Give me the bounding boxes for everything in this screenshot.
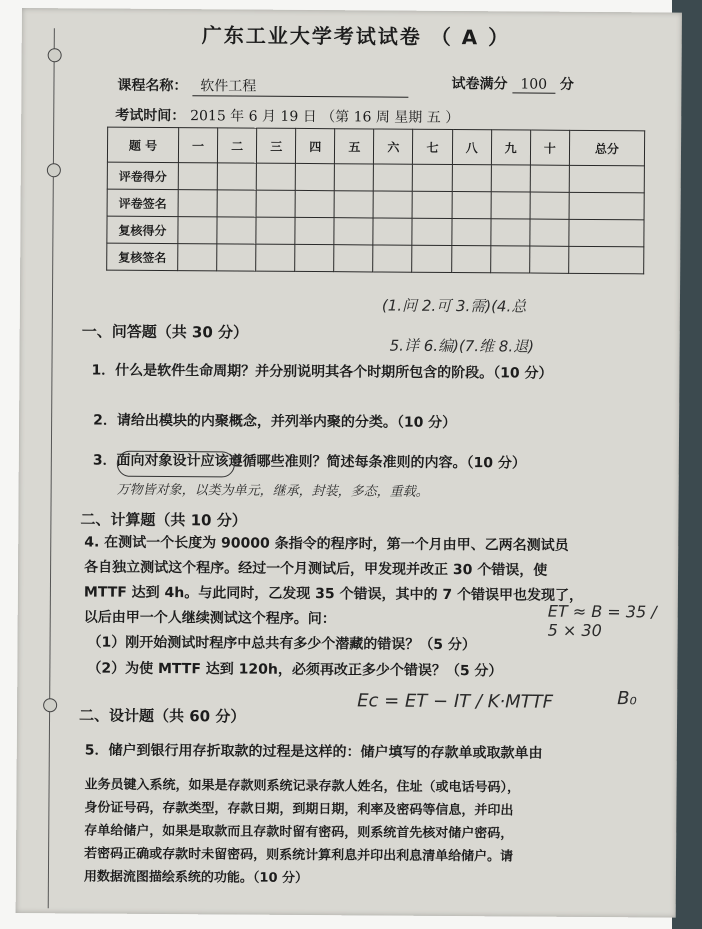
- handwritten-q3-note: 万物皆对象，以类为单元，继承，封装，多态，重载。: [116, 482, 429, 500]
- binding-hole: [43, 698, 57, 712]
- question-5-line: 用数据流图描绘系统的功能。（10 分）: [83, 869, 309, 887]
- exam-time-value: 2015 年 6 月 19 日 （第 16 周 星期 五 ）: [190, 108, 460, 127]
- full-score-label: 试卷满分: [451, 76, 508, 93]
- exam-time-row: [115, 105, 459, 127]
- handwritten-phase-list-1: (1.问 2.可 3.需)(4.总: [381, 296, 527, 316]
- question-4-line: 以后由甲一个人继续测试这个程序。问：: [83, 609, 336, 628]
- exam-paper: [16, 8, 682, 918]
- handwritten-circle: [117, 451, 235, 478]
- section-1-title: 一、问答题（共 30 分）: [81, 322, 249, 342]
- table-header-cell: 九: [491, 130, 530, 165]
- handwritten-b0: B₀: [617, 688, 637, 710]
- table-row-label: 评卷得分: [107, 162, 178, 189]
- section-2-title: 二、计算题（共 10 分）: [80, 510, 247, 530]
- question-3: 3．面向对象设计应该遵循哪些准则？简述每条准则的内容。（10 分）: [92, 452, 526, 472]
- score-table-header: [107, 127, 644, 166]
- question-2: 2．请给出模块的内聚概念，并列举内聚的分类。（10 分）: [93, 412, 457, 432]
- handwritten-side-formula: ET ≈ B = 35 / 5 × 30: [547, 601, 657, 641]
- exam-title: 广东工业大学考试试卷 （ A ）: [201, 23, 511, 50]
- exam-time-label: 考试时间：: [115, 107, 186, 125]
- table-header-cell: 四: [296, 128, 335, 163]
- question-4-sub-2: （2）为使 MTTF 达到 120h，必须再改正多少个错误？（5 分）: [87, 660, 503, 680]
- binding-line: [48, 28, 55, 908]
- table-row-label: 评卷签名: [107, 189, 178, 216]
- handwritten-phase-list-2: 5.详 6.编)(7.维 8.退): [389, 336, 535, 356]
- table-row-label: 复核得分: [107, 216, 178, 243]
- question-4-line: 各自独立测试这个程序。经过一个月测试后，甲发现并改正 30 个错误，使: [84, 559, 548, 579]
- table-header-cell: 八: [452, 130, 491, 165]
- table-header-cell: 六: [374, 129, 413, 164]
- table-header-cell: 二: [218, 128, 257, 163]
- course-label: 课程名称：: [117, 77, 188, 95]
- binding-hole: [48, 48, 62, 62]
- table-header-cell: 三: [257, 128, 296, 163]
- table-header-cell: 七: [413, 129, 452, 164]
- table-header-cell: 五: [335, 129, 374, 164]
- table-header-cell: 十: [530, 130, 569, 165]
- question-4-line: MTTF 达到 4h。与此同时，乙发现 35 个错误，其中的 7 个错误甲也发现了，: [83, 584, 584, 604]
- table-header-cell: 题 号: [107, 127, 178, 162]
- full-score-unit: 分: [559, 76, 575, 93]
- paper-content: [56, 8, 672, 917]
- question-5-line: 若密码正确或存款时未留密码，则系统计算利息并印出利息清单给储户。请: [84, 846, 514, 865]
- section-3-title: 二、设计题（共 60 分）: [78, 706, 246, 726]
- question-5-line: 存单给储户，如果是取款而且存款时留有密码，则系统首先核对储户密码，: [84, 823, 514, 842]
- full-score-row: [451, 73, 574, 94]
- table-row-label: 复核签名: [107, 243, 178, 270]
- question-5-line: 5．储户到银行用存折取款的过程是这样的：储户填写的存款单或取款单由: [84, 742, 543, 762]
- question-5-line: 身份证号码，存款类型，存款日期，到期日期，利率及密码等信息，并印出: [84, 800, 514, 819]
- question-4-sub-1: （1）刚开始测试时程序中总共有多少个潜藏的错误？（5 分）: [87, 634, 476, 654]
- course-value: 软件工程: [192, 75, 408, 98]
- table-row: [107, 162, 644, 193]
- table-row: [107, 216, 644, 247]
- table-header-cell: 一: [178, 128, 217, 163]
- table-header-cell: 总分: [569, 130, 644, 166]
- table-row: [107, 243, 644, 274]
- question-1: 1．什么是软件生命周期？并分别说明其各个时期所包含的阶段。（10 分）: [91, 362, 553, 382]
- question-5-line: 业务员键入系统，如果是存款则系统记录存款人姓名，住址（或电话号码），: [84, 777, 521, 796]
- question-4-line: 4. 在测试一个长度为 90000 条指令的程序时，第一个月由甲、乙两名测试员: [84, 534, 569, 554]
- full-score-value: 100: [512, 76, 555, 93]
- binding-hole: [47, 163, 61, 177]
- course-name-row: [117, 75, 408, 98]
- handwritten-formula: Ec = ET − IT / K·MTTF: [357, 690, 554, 713]
- table-row: [107, 189, 644, 220]
- score-table: [106, 127, 645, 275]
